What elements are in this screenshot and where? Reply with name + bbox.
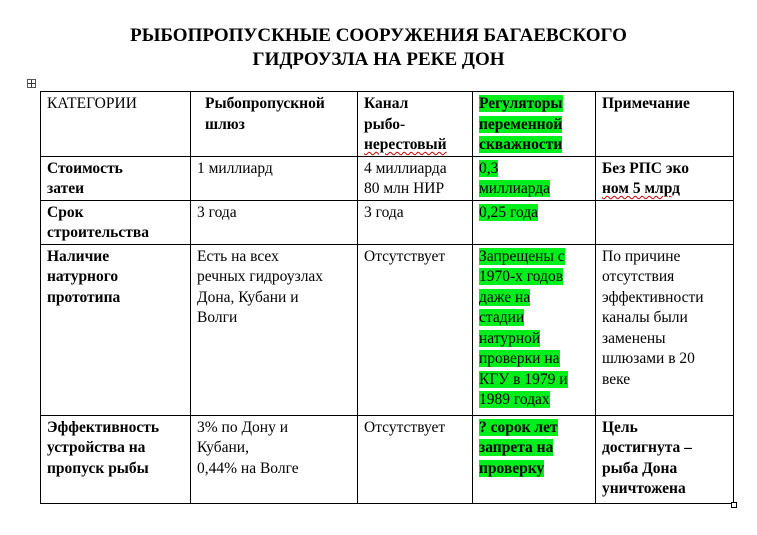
cell-line: веке bbox=[602, 370, 631, 388]
cell-line: Стоимость bbox=[47, 159, 123, 177]
cell-line: пропуск рыбы bbox=[47, 459, 149, 477]
cell-line: проверки на bbox=[479, 350, 560, 367]
row-category-cell[interactable] bbox=[41, 156, 191, 200]
document-title bbox=[0, 24, 757, 72]
table-row bbox=[41, 415, 734, 503]
cell-line: шлюзами в 20 bbox=[602, 350, 695, 367]
cell-line: запрета на bbox=[479, 439, 554, 456]
row-lock-cell[interactable] bbox=[191, 156, 358, 200]
cell-line: каналы были bbox=[602, 309, 688, 326]
header-channel-line: Канал bbox=[364, 95, 409, 112]
cell-line: 0,3 bbox=[479, 159, 499, 177]
cell-line: проверку bbox=[479, 459, 545, 477]
row-regulators-cell[interactable] bbox=[473, 244, 596, 415]
cell-line: затеи bbox=[47, 180, 85, 197]
row-category-cell[interactable] bbox=[41, 244, 191, 415]
title-line-1: РЫБОПРОПУСКНЫЕ СООРУЖЕНИЯ БАГАЕВСКОГО bbox=[130, 25, 627, 46]
cell-line: 0,25 года bbox=[479, 203, 539, 221]
fish-passage-table bbox=[40, 91, 734, 504]
header-regulators-line: скважности bbox=[479, 136, 563, 153]
cell-line: Срок bbox=[47, 203, 84, 221]
table-header-row bbox=[41, 92, 734, 157]
row-category-cell[interactable] bbox=[41, 200, 191, 244]
row-channel-cell[interactable] bbox=[358, 415, 473, 503]
cell-line: миллиарда bbox=[479, 180, 551, 197]
cell-line: ? сорок лет bbox=[479, 418, 558, 436]
cell-line: 0,44% на Волге bbox=[197, 459, 299, 477]
cell-line: 3 года bbox=[364, 203, 404, 221]
cell-line: Есть на всех bbox=[197, 247, 279, 265]
cell-line: 4 миллиарда bbox=[364, 159, 447, 177]
header-categories[interactable] bbox=[41, 92, 191, 157]
cell-line: Волги bbox=[197, 309, 238, 326]
row-regulators-cell[interactable] bbox=[473, 415, 596, 503]
row-lock-cell[interactable] bbox=[191, 415, 358, 503]
cell-line: ном 5 млрд bbox=[602, 180, 680, 197]
cell-line: уничтожена bbox=[602, 480, 686, 497]
cell-line: эффективности bbox=[602, 288, 704, 306]
cell-line: 80 млн НИР bbox=[364, 180, 445, 197]
header-lock-line: шлюз bbox=[205, 115, 245, 133]
header-channel-line: нерестовый bbox=[364, 136, 447, 153]
cell-line: Наличие bbox=[47, 247, 110, 265]
table-resize-handle-icon[interactable] bbox=[731, 502, 737, 508]
row-channel-cell[interactable] bbox=[358, 156, 473, 200]
row-lock-cell[interactable] bbox=[191, 200, 358, 244]
row-lock-cell[interactable] bbox=[191, 244, 358, 415]
row-regulators-cell[interactable] bbox=[473, 156, 596, 200]
row-channel-cell[interactable] bbox=[358, 244, 473, 415]
cell-line: стадии bbox=[479, 309, 525, 326]
header-regulators[interactable] bbox=[473, 92, 596, 157]
header-note[interactable] bbox=[596, 92, 734, 157]
cell-line: натурного bbox=[47, 268, 119, 285]
row-note-cell[interactable] bbox=[596, 200, 734, 244]
title-line-2: ГИДРОУЗЛА НА РЕКЕ ДОН bbox=[252, 49, 505, 70]
header-lock[interactable] bbox=[191, 92, 358, 157]
row-note-cell[interactable] bbox=[596, 156, 734, 200]
cell-line: натурной bbox=[479, 329, 541, 347]
cell-line: Без РПС эко bbox=[602, 159, 689, 177]
cell-line: По причине bbox=[602, 247, 681, 265]
cell-line: 1 миллиард bbox=[197, 159, 273, 177]
cell-line: строительства bbox=[47, 224, 149, 241]
cell-line: КГУ в 1979 и bbox=[479, 370, 568, 388]
cell-line: 1989 годах bbox=[479, 391, 550, 408]
cell-line: даже на bbox=[479, 288, 531, 306]
cell-line: устройства на bbox=[47, 439, 146, 456]
row-note-cell[interactable] bbox=[596, 244, 734, 415]
header-regulators-line: переменной bbox=[479, 115, 563, 133]
cell-line: Отсутствует bbox=[364, 247, 446, 265]
table-move-handle-icon[interactable] bbox=[27, 79, 36, 88]
cell-line: Цель bbox=[602, 418, 638, 436]
table-row bbox=[41, 200, 734, 244]
cell-line: Запрещены с bbox=[479, 247, 565, 265]
table-row bbox=[41, 244, 734, 415]
cell-line: заменены bbox=[602, 329, 666, 347]
row-regulators-cell[interactable] bbox=[473, 200, 596, 244]
row-channel-cell[interactable] bbox=[358, 200, 473, 244]
header-categories-text: КАТЕГОРИИ bbox=[47, 95, 137, 112]
header-regulators-line: Регуляторы bbox=[479, 95, 563, 112]
cell-line: 3 года bbox=[197, 203, 237, 221]
row-note-cell[interactable] bbox=[596, 415, 734, 503]
header-channel-line: рыбо- bbox=[364, 115, 406, 133]
header-channel[interactable] bbox=[358, 92, 473, 157]
cell-line: 3% по Дону и bbox=[197, 418, 288, 436]
cell-line: речных гидроузлах bbox=[197, 268, 324, 285]
cell-line: Дона, Кубани и bbox=[197, 288, 299, 306]
cell-line: достигнута – bbox=[602, 439, 692, 456]
header-lock-line: Рыбопропускной bbox=[205, 95, 325, 112]
cell-line: рыба Дона bbox=[602, 459, 678, 477]
cell-line: Эффективность bbox=[47, 418, 160, 436]
row-category-cell[interactable] bbox=[41, 415, 191, 503]
cell-line: Отсутствует bbox=[364, 418, 446, 436]
table-row bbox=[41, 156, 734, 200]
cell-line: отсутствия bbox=[602, 268, 675, 285]
header-note-text: Примечание bbox=[602, 95, 690, 112]
cell-line: прототипа bbox=[47, 288, 121, 306]
cell-line: Кубани, bbox=[197, 439, 249, 456]
cell-line: 1970-х годов bbox=[479, 268, 564, 285]
